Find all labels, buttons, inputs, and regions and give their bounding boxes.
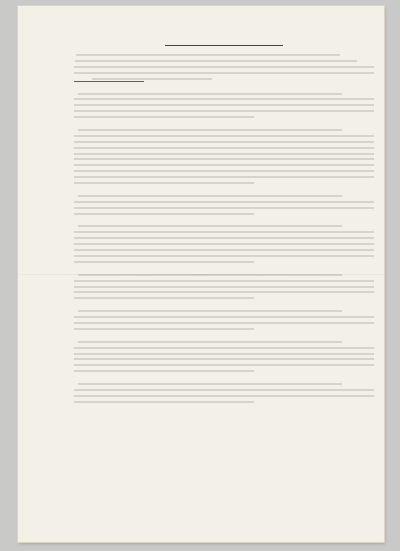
paragraph-line (74, 326, 374, 332)
paragraph-line (74, 114, 374, 120)
paragraph (74, 193, 374, 217)
paragraph-line (74, 180, 374, 186)
paragraph-line (74, 295, 374, 301)
document-body (74, 36, 374, 412)
paragraph (74, 91, 374, 120)
paragraph (74, 339, 374, 374)
paragraph-line (74, 399, 374, 405)
paragraph-line (74, 211, 374, 217)
intro-block (74, 52, 374, 82)
paragraph (74, 272, 374, 301)
paragraph (74, 127, 374, 186)
paragraph-line (74, 368, 374, 374)
paragraph (74, 381, 374, 405)
document-heading (165, 36, 283, 46)
document-sheet (18, 6, 384, 542)
paragraph (74, 223, 374, 264)
red-ink-underline (74, 81, 144, 82)
paragraph-line (74, 259, 374, 265)
commander-name-line (74, 76, 374, 82)
paragraph (74, 308, 374, 332)
